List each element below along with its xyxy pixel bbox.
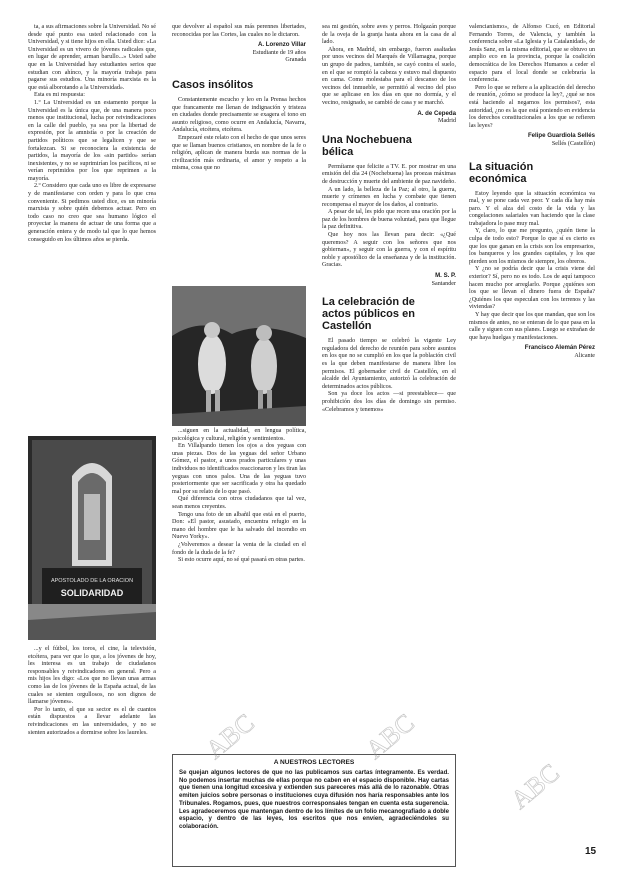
letter-paragraph: ¿Volveremos a desear la venta de la ciudad en el fondo de la duda de la fe? [172,541,306,556]
column-2-continued [172,428,306,565]
letter-paragraph: Y, claro, lo que me pregunto, ¿quién tiene la culpa de todo esto? Porque lo que sí es cierto es que los que ganan en la crisis son los empresarios, los banqueros y los grandes capitales, y los que pierden son los mismos de siempre, los obreros. [469,228,595,265]
page-number: 15 [585,846,597,857]
signature-name: A. de Cepeda [417,109,456,117]
heading-nochebuena: Una Nochebuena bélica [322,133,412,158]
letter-paragraph: Empezaré este relato con el hecho de que unos seres que se llaman buenos cristianos, en nombre de la fe o religión, aplican de manera burda sus normas de la civilización más ordinaria, el amor y respeto a la misma, cosa que no [172,134,306,172]
column-3 [322,24,456,414]
signature-place: Estudiante de 19 años Granada [252,49,306,64]
column-4 [469,24,595,361]
letter-paragraph: Pero lo que se refiere a la aplicación del derecho de reunión, ¿cómo se produce la ley?, ¿qué se nos está haciendo al negarnos los permisos?, esta autoridad, ¿no es la que está poniendo en evidencia los derechos constitucionales a los que se refieren las leyes? [469,84,595,129]
signature [322,272,456,288]
letter-paragraph: ...y el fútbol, los toros, el cine, la televisión, etcétera, para ver que lo que, a los jóvenes de hoy, les interesa es un trabajo de ciudadanos responsables y reivindicadores en general. Pero a mis hijos les digo: «Los que no llevan unas armas como las de los jóvenes de la España actual, de las cuales se sienten orgullosos, no son dignos de llamarse jóvenes». [28,646,156,706]
letter-paragraph: Si esto ocurre aquí, no sé qué pasará en otras partes. [178,557,305,564]
signature-place: Madrid [438,118,456,125]
letter-paragraph: A pesar de tal, les pido que recen una oración por la paz de los hombres de buena voluntad, para que llegue la paz definitiva. [322,209,456,231]
column-1 [28,24,156,244]
letter-paragraph: En Villalpando tienen los ojos a dos yeguas con unas piezas. Dos de las yeguas del señor Urbano Gómez, el pastor, a unos prados particulares y unas individuos no identificados reaccionaron y les tiran las yeguas con unos palos. Una de las yeguas tuvo posteriormente que ser sacrificada y otra ha quedado mal por su relato de lo que pasó. [172,443,306,495]
notice-body: Se quejan algunos lectores de que no las publicamos sus cartas íntegramente. Es verdad. No podemos insertar muchas de ellas porque no caben en el espacio disponible. Hay cartas que tienen una longitud excesiva y extienden sus pareceres más allá de lo razonable. Otras emiten juicios sobre personas o instituciones cuya difusión nos haría responsables ante los Tribunales. Rogamos, pues, que nuestros corresponsales tengan en cuenta esta sugerencia. Les agradeceremos que mantengan dentro de los límites de un folio mecanografiado a doble espacio, y dentro de las leyes, los escritos que nos envíen, agradeciéndoles su colaboración. [179,769,449,830]
letter-paragraph: ta, a sus afirmaciones sobre la Universidad. No sé desde qué punto esa usted relacionado con la Universidad, y si tiene hijos en ella. Usted dice: «La Universidad es un vivero de jóvenes radicales que, en lugar de aprender, arman barullo...» Usted sabe que en la Universidad hay estudiantes serios que estudian con ahínco, y la mayoría trabaja para pagarse sus estudios. Una minoría marxista es la que está alborotando a la Universidad». [28,24,156,91]
signature-name: A. Lorenzo Villar [258,41,306,49]
letter-paragraph: Ahora, en Madrid, sin embargo, fueron asaltadas por unos vecinos del Marqués de Villamagna, porque un grupo de padres, también, se cayó contra el suelo, en el que se rompió la cabeza y estuvo mal dispuesto en cama. Como molestaba para el descanso de los vecinos del inmueble, se permitió al vecino del piso que se aplicase en los días en que no dormía, y el vecino, resignado, se cambió de casa y se marchó. [322,46,456,106]
letter-paragraph: Por lo tanto, el que su sector es el de cuantos están dispuestos a llevar adelante las reivindicaciones en las universidades, y no se sienten autorizados a dormirse sobre los laureles. [28,706,156,736]
abc-watermark: ABC [200,708,260,765]
heading-casos-insolitos: Casos insólitos [172,78,254,91]
signature-place: Santander [431,280,456,287]
signature-place: Alicante [574,352,595,359]
notice-title: A NUESTROS LECTORES [273,759,355,766]
heading-situacion-economica: La situación económica [469,160,534,185]
signature-place: Sellés (Castellón) [551,140,595,147]
letter-paragraph: Qué diferencia con otros ciudadanos que tal vez, sean menos creyentes. [172,496,306,510]
letter-paragraph: Permítame que felicite a TV. E. por mostrar en una emisión del día 24 (Nochebuena) las proezas máximas de destrucción y muerte del ambiente de paz navideño. [322,163,456,185]
letter-paragraph: 1.º La Universidad es un estamento porque la Universidad es la única que, de una manera poco menos que institucional, lucha por reivindicaciones en la calle del pueblo, ya sea por la libertad de expresión, por la amnistía o por la creación de partidos políticos que se legalicen y que se fortalezcan. Si se reconociera la existencia de partidos, la mayoría de los «sin partido» serían inexistentes, y no se suprimirían los pacíficos, ni se verían reprimidos por los que reprimen a la mayoría. [28,99,156,182]
letter-paragraph: que devolver al español sus más perennes libertades, reconocidas por las Cortes, las cuales no le dictaron. [172,24,306,38]
letter-paragraph: 2.º Considero que cada uno es libre de expresarse y de manifestarse con orden y para lo que crea conveniente. Si pedimos usted dice, es un minoría marxista y sobre quién debemos actuar. Pero en todo caso no creo que sea humano lógico el proyectar la manera de actuar de una forma que a generación entera y de modo tal que lo que hemos conseguido en los últimos años se pierda. [28,183,156,243]
column-1-continued [28,646,156,737]
signature-name: Francisco Alemán Pérez [524,344,595,352]
abc-watermark: ABC [505,758,565,815]
photo-horses [172,286,306,426]
letter-paragraph: A un lado, la belleza de la Paz; al otro, la guerra, muerte y crímenes en lucha y combate que tienen recompensa el mayor de los daños, al contrario. [322,186,456,208]
signature [469,132,595,148]
letter-paragraph: Que hoy nos las llevan para decir: «¿Qué queremos? A seguir con los señores que nos gobiernan», y seguir con la guerra, y con el espíritu noble y apostólico de la enseñanza y de la institución. Gracias. [322,232,456,269]
signature-name: M. S. P. [435,272,456,280]
letter-paragraph: Constantemente escucho y leo en la Prensa hechos que francamente me llenan de indignación y tristeza en ciudades donde precisamente se exagera el tono en asunto religioso, como ocurre en Andalucía, Navarra, Andalucía, etcétera, etcétera. [172,96,306,134]
heading-celebracion: La celebración de actos públicos en Castellón [322,296,415,333]
photo-banner-main: SOLIDARIDAD [60,588,124,598]
letter-paragraph: ...siguen en la actualidad, en lengua política, psicológica y cultural, religión y sentimientos. [172,428,306,442]
signature [172,41,306,65]
letter-paragraph: sea mi gestión, sobre aves y perros. Holgazán porque de la oveja de la granja hasta ahora en la casa de al lado. [322,24,456,46]
letter-paragraph: Y hay que decir que los que mandan, que son los mismos de antes, no se enteran de lo que pasa en la calle y siguen con sus planes. Luego se extrañan de que haya huelgas y manifestaciones. [469,312,595,341]
signature [322,110,456,126]
photo-solidaridad [28,436,156,640]
letter-paragraph: El pasado tiempo se celebró la vigente Ley reguladora del derecho de reunión para sobre asuntos en los que no se cumplió en los que la población civil es la que deben manifestarse de manera libre los permisos. El gobernador civil de Castellón, en el alcalde del Ayuntamiento, autorizó la celebración de determinados actos públicos. [322,338,456,390]
column-2 [172,24,306,173]
signature [469,344,595,360]
letter-paragraph: Esta es mi respuesta: [34,92,85,99]
notice-box-readers [172,754,456,867]
letter-paragraph: Tengo una foto de un albañil que está en el puerto, Don: «El pastor, asustado, encuentra refugio en la mano del hombre que le ha salvado del incendio en Nuevo Yorky». [172,511,306,541]
abc-watermark: ABC [360,708,420,765]
photo-banner-top: APOSTOLADO DE LA ORACION [50,578,134,584]
letter-paragraph: Y ¿no se podría decir que la crisis viene del exterior? Sí, pero no es todo. Los de aquí tampoco hacen mucho por arreglarlo. Porque ¿quiénes son los que se llevan el dinero fuera de España? ¿Quiénes los que especulan con los terrenos y las viviendas? [469,266,595,311]
letter-paragraph: Son ya doce los actos —si preestablece— que prohibición dos los días de domingo sin permiso. «Celebramos y tenemos» [322,391,456,413]
photo-horses-image [172,286,306,426]
signature-name: Felipe Guardiola Sellés [527,132,595,140]
letter-paragraph: valencianismo», de Alfonso Cucó, en Editorial Fernando Torres, de Valencia, y también la conferencia sobre «La Iglesia y la Catalanidad», de Jesús Sanz, en la misma editorial, que se obtuvo un amplio eco en la provincia, porque la coalición democrática de los Derechos Humanos a ceder el espacio para el local donde se celebraría la conferencia. [469,24,595,84]
letter-paragraph: Estoy leyendo que la situación económica va mal, y se pone cada vez peor. Y cada día hay más paro. Y el alza del costo de la vida y las congelaciones salariales van haciendo que la clase trabajadora lo pase muy mal. [469,190,595,227]
photo-solidaridad-image [28,436,156,640]
